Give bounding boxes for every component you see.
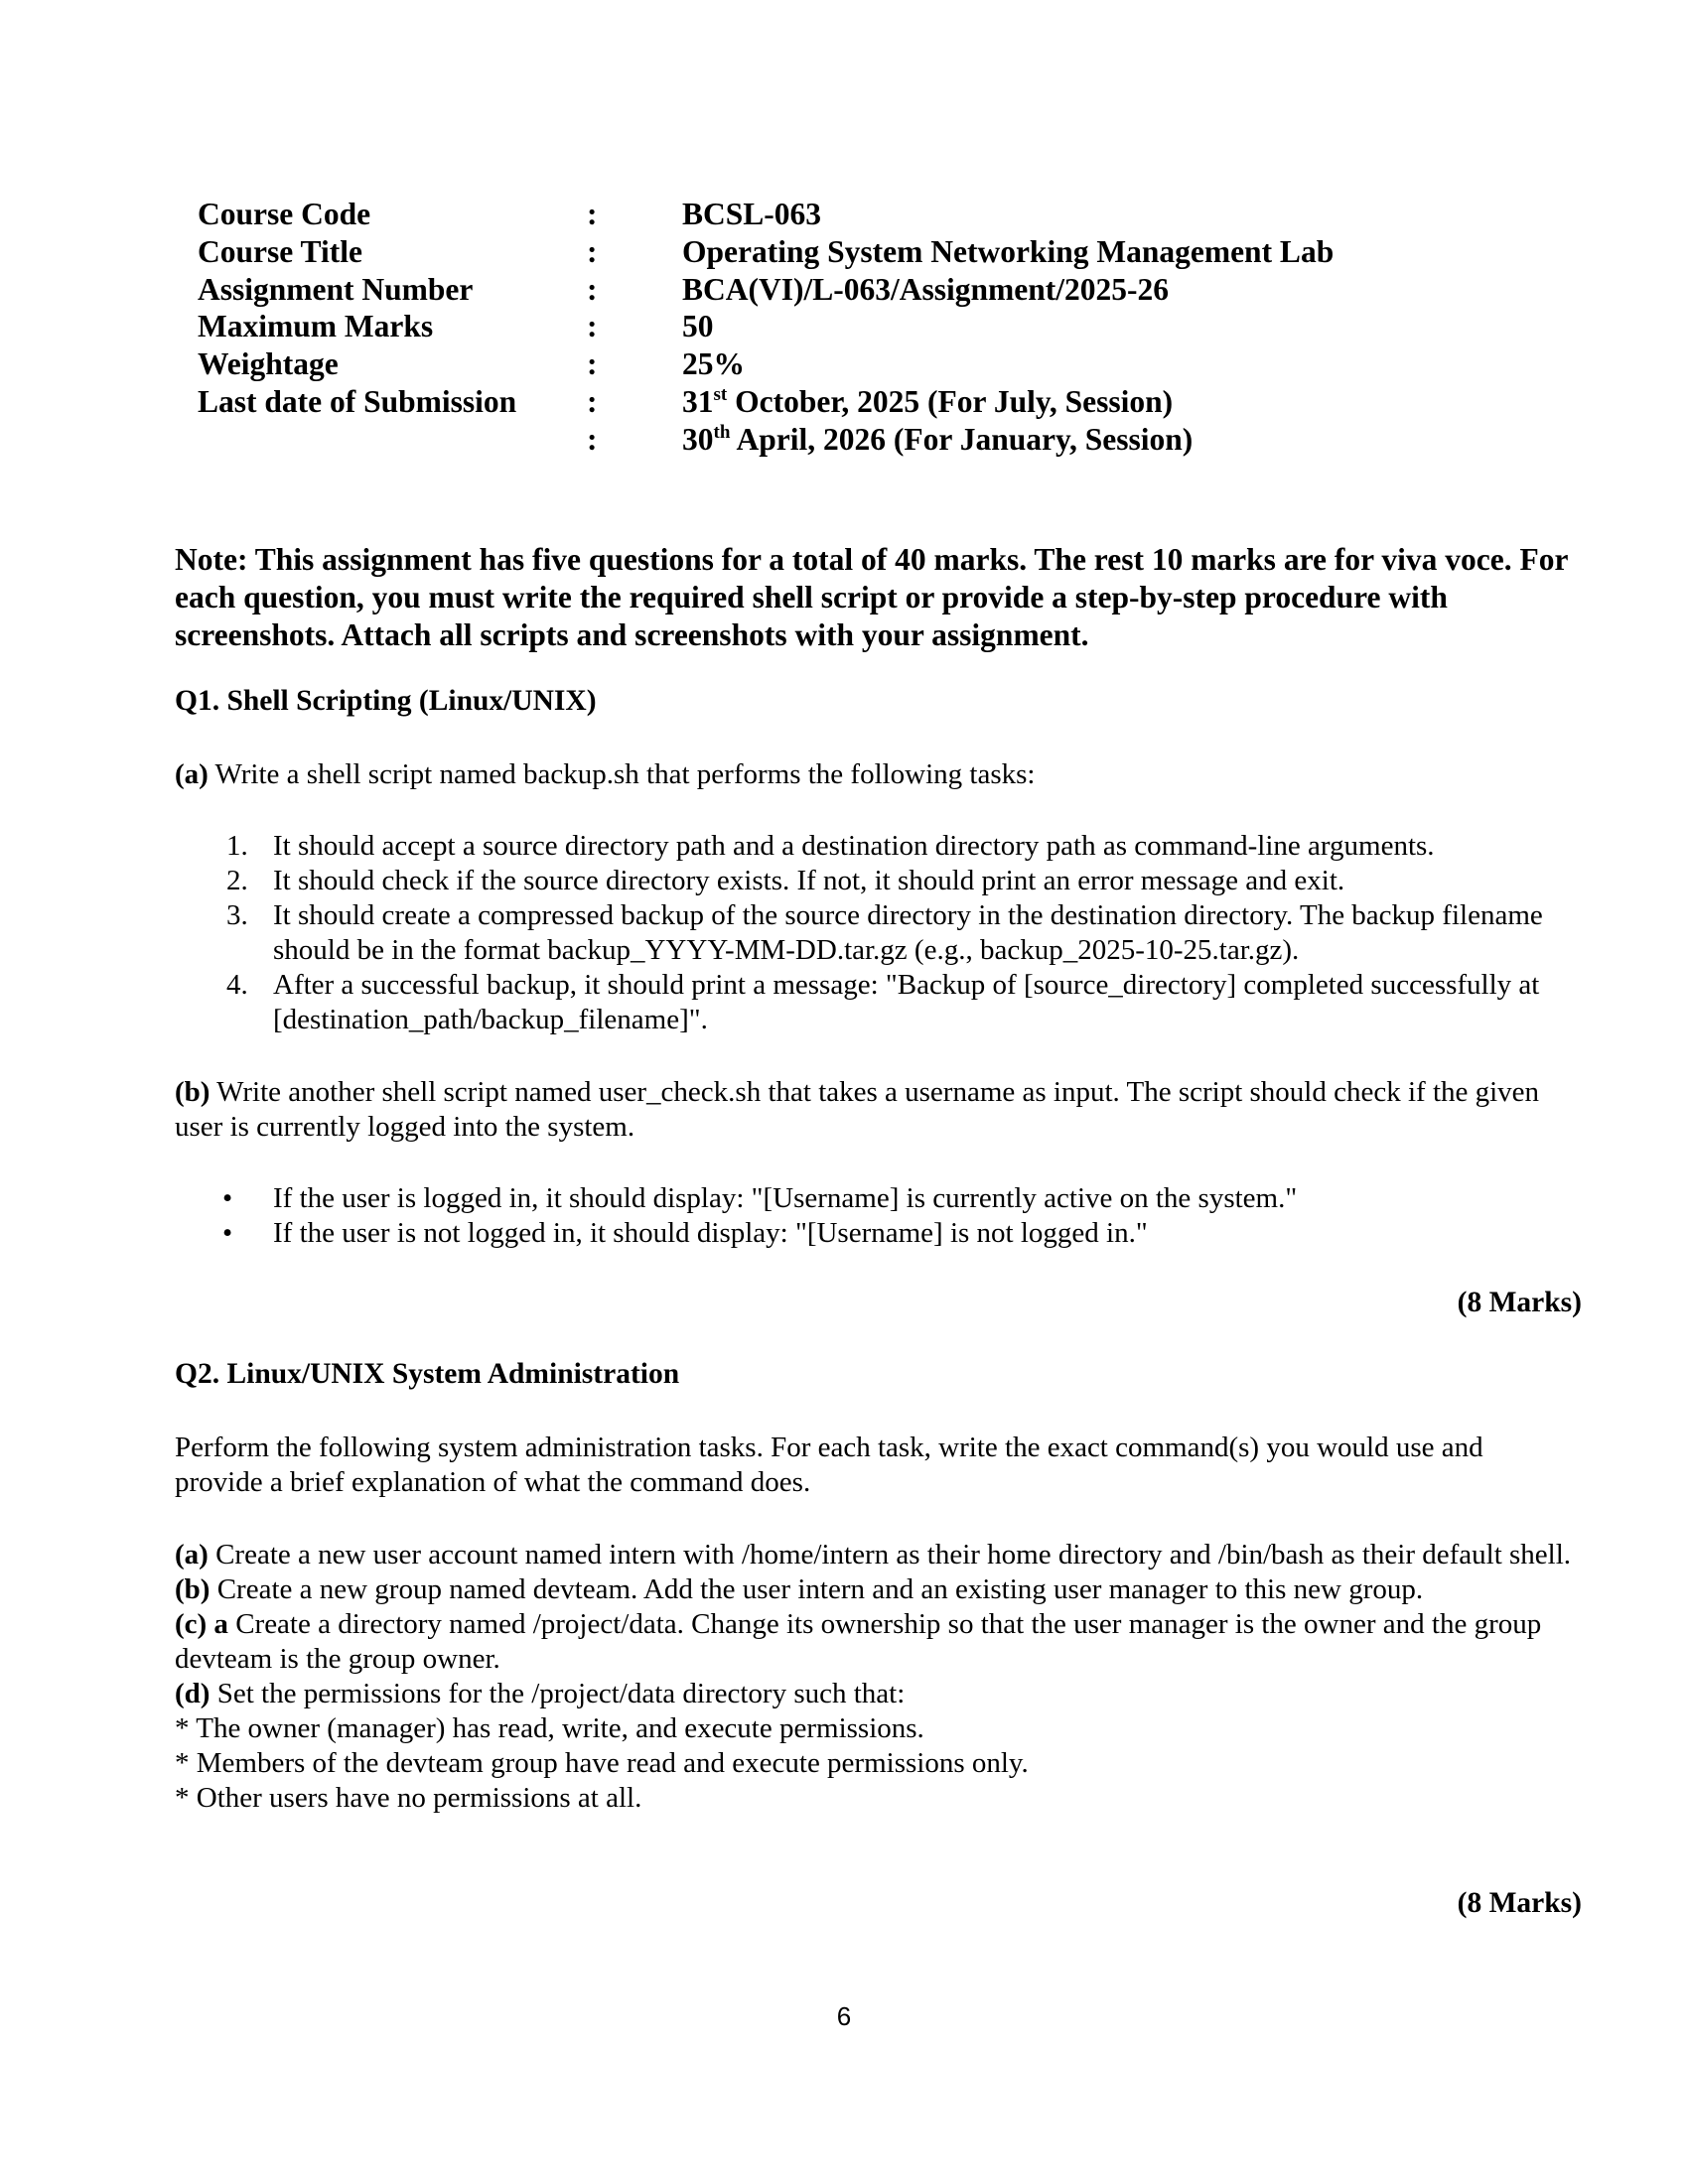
q2-marks: (8 Marks) [1457,1887,1582,1919]
part-text: Write another shell script named user_check.sh that takes a username as input. The script should check if the given user is currently logged into the system. [175,1076,1540,1143]
list-text: It should check if the source directory exists. If not, it should print an error message and exit. [273,865,1345,896]
header-value [682,421,1488,459]
header-colon: : [587,421,598,457]
list-number: 2. [226,865,248,896]
bullet-icon: • [222,1182,233,1214]
list-number: 4. [226,969,248,1001]
header-label: Weightage [198,346,339,382]
list-number: 1. [226,830,248,862]
list-item [175,898,1584,968]
list-item [175,1216,1297,1251]
page-number: 6 [836,2001,852,2031]
header-value: Operating System Networking Management Lab [682,233,1335,269]
header-row-submission-january [198,421,1488,459]
date-rest: October, 2025 (For July, Session) [727,383,1174,419]
part-text: Create a new user account named intern with /home/intern as their home directory and /bin/bash as their default shell. [208,1539,1572,1570]
q2-tasks [175,1538,1585,1816]
header-colon: : [587,309,598,344]
header-colon: : [587,271,598,307]
permission-line: * Other users have no permissions at all. [175,1782,642,1814]
list-item [175,1181,1297,1216]
q1-part-a [175,757,1605,792]
header-label: Course Title [198,233,362,269]
header-row-maximum-marks [198,308,1488,345]
part-text: Create a new group named devteam. Add the user intern and an existing user manager to this new group. [210,1573,1424,1605]
q1-heading: Q1. Shell Scripting (Linux/UNIX) [175,685,597,717]
assignment-note: Note: This assignment has five questions for a total of 40 marks. The rest 10 marks are for viva voce. For each question, you must write the required shell script or provide a step-by-step procedure with screenshots. Attach all scripts and screenshots with your assignment. [175,542,1568,652]
header-value: 25% [682,346,745,382]
bullet-icon: • [222,1217,233,1249]
header-value [682,383,1488,421]
list-text: After a successful backup, it should print a message: "Backup of [source_directory] completed successfully at [destination_path/backup_filename]". [273,969,1540,1035]
header-label: Assignment Number [198,271,474,307]
part-label: (d) [175,1678,211,1709]
part-label: (b) [175,1076,211,1108]
date-day: 30 [682,421,714,457]
list-text: It should accept a source directory path and a destination directory path as command-line arguments. [273,830,1435,862]
assignment-header-table [198,196,1488,459]
header-row-weightage [198,345,1488,383]
q2-intro: Perform the following system administration tasks. For each task, write the exact command(s) you would use and provide a brief explanation of what the command does. [175,1432,1483,1498]
part-text: Write a shell script named backup.sh that performs the following tasks: [208,758,1036,790]
q2-part-d [175,1677,1585,1711]
permission-line: * The owner (manager) has read, write, and execute permissions. [175,1712,924,1744]
header-label: Last date of Submission [198,383,517,419]
q2-part-b [175,1572,1585,1607]
list-text: It should create a compressed backup of the source directory in the destination directory. The backup filename should be in the format backup_YYYY-MM-DD.tar.gz (e.g., backup_2025-10-25.tar.gz). [273,899,1543,966]
list-text: If the user is logged in, it should display: "[Username] is currently active on the system." [273,1182,1298,1214]
q2-part-c [175,1607,1585,1677]
q2-part-a [175,1538,1585,1572]
header-value: BCSL-063 [682,197,822,231]
header-row-course-title [198,233,1488,271]
part-label: (a) [175,1539,209,1570]
header-row-submission-july [198,383,1488,421]
part-text: Create a directory named /project/data. Change its ownership so that the user manager is the owner and the group devteam is the group owner. [175,1608,1542,1675]
list-number: 3. [226,899,248,931]
header-value: 50 [682,309,714,344]
header-row-course-code [198,196,1488,233]
q1-bullet-list [175,1181,1297,1251]
list-item [175,864,1688,898]
header-colon: : [587,383,598,419]
part-label: (b) [175,1573,211,1605]
header-label-empty [198,421,587,459]
date-ordinal: th [713,421,731,443]
q1-part-b [175,1075,1545,1145]
header-row-assignment-number [198,271,1488,309]
list-item [175,968,1688,1037]
header-label: Maximum Marks [198,309,434,344]
header-value: BCA(VI)/L-063/Assignment/2025-26 [682,271,1170,307]
part-text: Set the permissions for the /project/data directory such that: [210,1678,906,1709]
permission-line: * Members of the devteam group have read and execute permissions only. [175,1747,1029,1779]
part-label: (c) a [175,1608,228,1640]
date-day: 31 [682,383,714,419]
date-rest: April, 2026 (For January, Session) [730,421,1194,457]
list-item [175,829,1688,864]
header-colon: : [587,197,598,231]
q1-marks: (8 Marks) [1457,1287,1582,1318]
list-text: If the user is not logged in, it should display: "[Username] is not logged in." [273,1217,1148,1249]
q2-heading: Q2. Linux/UNIX System Administration [175,1358,680,1390]
header-label: Course Code [198,197,371,231]
q1-task-list [175,829,1688,1037]
header-colon: : [587,233,598,269]
header-colon: : [587,346,598,382]
part-label: (a) [175,758,209,790]
date-ordinal: st [713,383,728,405]
